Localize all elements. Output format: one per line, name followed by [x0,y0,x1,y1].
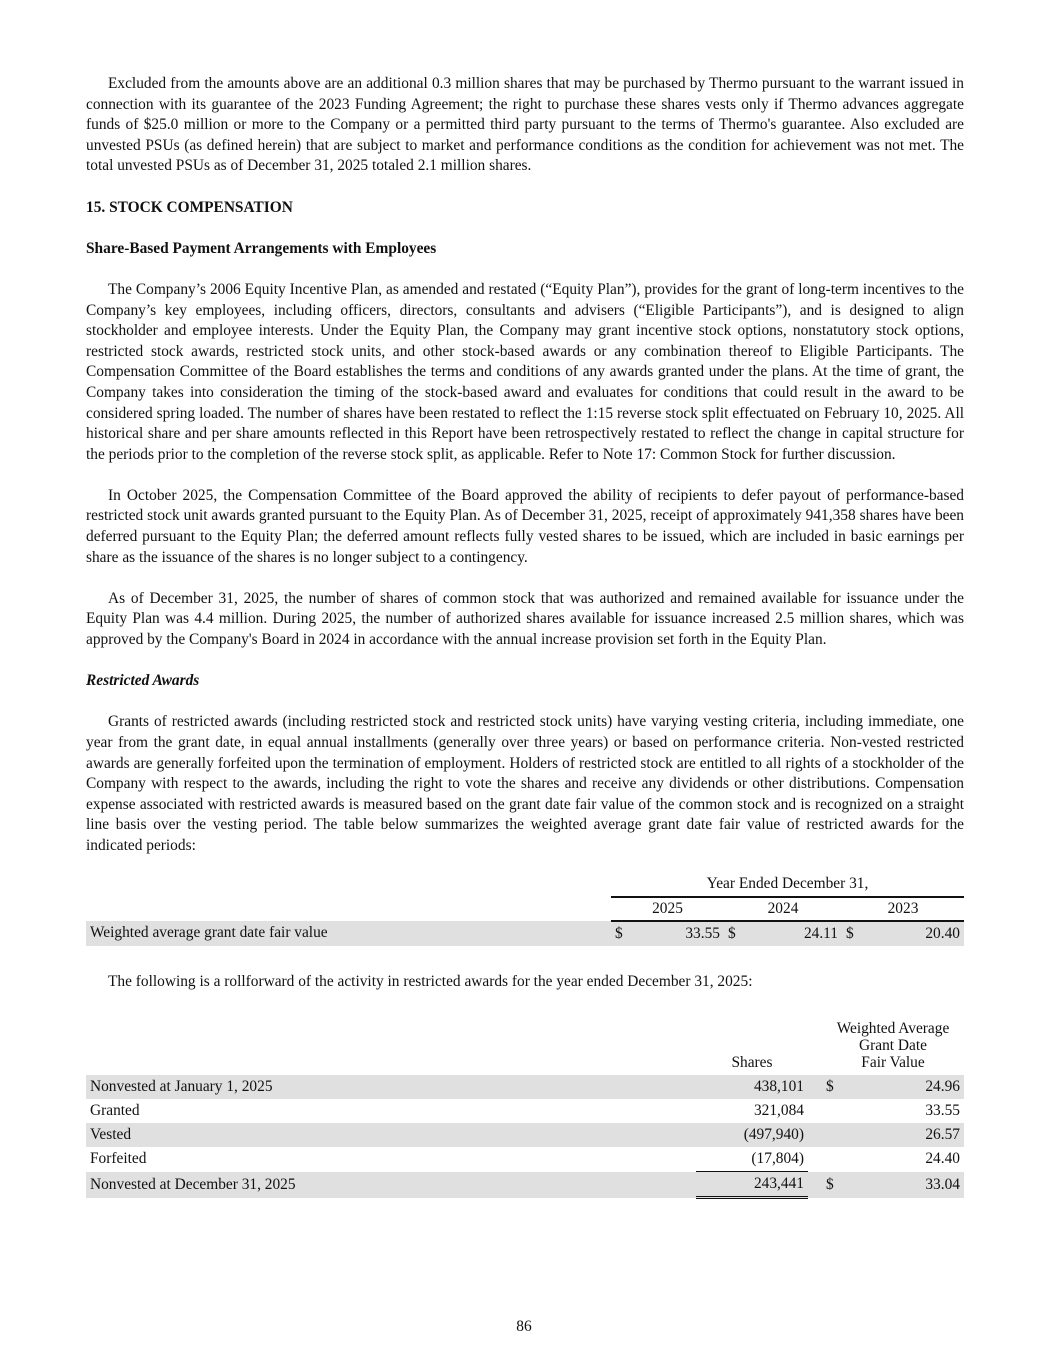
fair-value-header [822,1020,964,1075]
page-number: 86 [516,1318,532,1335]
shares-value: (17,804) [696,1147,808,1172]
rollforward-table [86,1020,964,1199]
shares-value: 243,441 [696,1172,808,1198]
table-row [86,1172,964,1198]
currency-symbol: $ [822,1075,842,1099]
row-label: Granted [90,1102,140,1120]
paragraph-equity-plan: The Company’s 2006 Equity Incentive Plan, as amended and restated (“Equity Plan”), provides for the grant of long-term incentives to the Company’s key employees, including officers, directors, consultants and advisers (“Eligible Participants”), and is designed to align stockholder and employee interests. Under the Equity Plan, the Company may grant incentive stock options, nonstatutory stock options, restricted stock awards, restricted stock units, and other stock-based awards or any combination thereof to Eligible Participants. The Compensation Committee of the Board establishes the terms and conditions of any awards granted under the plans. At the time of grant, the Company takes into consideration the timing of the stock-based award and evaluates for conditions that could result in the award to be considered spring loaded. The number of shares have been restated to reflect the 1:15 reverse stock split effectuated on February 10, 2025. All historical share and per share amounts reflected in this Report have been retrospectively restated to reflect the change in capital structure for the periods prior to the completion of the reverse stock split, as applicable. Refer to Note 17: Common Stock for further discussion. [86,280,964,463]
table-row [86,1147,964,1172]
fair-value: 33.04 [842,1172,964,1198]
fair-value-table [86,873,964,946]
year-header-2025: 2025 [611,897,724,921]
paragraph-deferral: In October 2025, the Compensation Committee of the Board approved the ability of recipients to defer payout of performance-based restricted stock unit awards granted pursuant to the Equity Plan. As of December 31, 2025, receipt of approximately 941,358 shares have been deferred pursuant to the Equity Plan; the deferred amount reflects fully vested shares to be issued, which are included in basic earnings per share as the issuance of the shares is no longer subject to a contingency. [86,486,964,566]
paragraph-excluded-shares: Excluded from the amounts above are an additional 0.3 million shares that may be purchased by Thermo pursuant to the warrant issued in connection with its guarantee of the 2023 Funding Agreement; the right to purchase these shares vests only if Thermo advances aggregate funds of $25.0 million or more to the Company or a permitted third party pursuant to the terms of Thermo's guarantee. Also excluded are unvested PSUs (as defined herein) that are subject to market and performance conditions as the condition for achievement was not met. The total unvested PSUs as of December 31, 2025 totaled 2.1 million shares. [86,75,964,175]
year-header-2024: 2024 [724,897,842,921]
fair-value-header-line3: Fair Value [861,1054,925,1072]
shares-value: (497,940) [696,1123,808,1147]
paragraph-rollforward-intro: The following is a rollforward of the activity in restricted awards for the year ended December 31, 2025: [108,972,753,990]
fair-value: 26.57 [842,1123,964,1147]
fair-value: 33.55 [925,1102,960,1120]
table-row [86,1099,964,1123]
value-2023: 20.40 [862,921,964,946]
table-row [86,1075,964,1099]
row-label: Weighted average grant date fair value [86,921,611,946]
currency-symbol: $ [724,921,744,946]
document-page [86,74,964,1199]
fair-value-header-line1: Weighted Average [836,1020,950,1038]
currency-symbol: $ [611,921,631,946]
paragraph-restricted-awards: Grants of restricted awards (including restricted stock and restricted stock units) have varying vesting criteria, including immediate, one year from the grant date, in equal annual installments (generally over three years) or based on performance criteria. Non-vested restricted awards are generally forfeited upon the termination of employment. Holders of restricted stock are entitled to all rights of a stockholder of the Company with respect to the awards, including the right to vote the shares and receive any dividends or other distributions. Compensation expense associated with restricted awards is measured based on the grant date fair value of the common stock and is recognized on a straight line basis over the vesting period. The table below summarizes the weighted average grant date fair value of restricted awards for the indicated periods: [86,713,964,854]
table-row [86,1123,964,1147]
fair-value: 24.40 [925,1150,960,1168]
section-heading: 15. STOCK COMPENSATION [86,198,293,216]
value-2024: 24.11 [744,921,842,946]
table-row [86,921,964,946]
row-label: Nonvested at December 31, 2025 [86,1172,696,1198]
year-header-2023: 2023 [842,897,964,921]
currency-symbol: $ [842,921,862,946]
fair-value: 24.96 [842,1075,964,1099]
restricted-awards-heading: Restricted Awards [86,672,200,690]
paragraph-authorized-shares: As of December 31, 2025, the number of shares of common stock that was authorized and remained available for issuance under the Equity Plan was 4.4 million. During 2025, the number of authorized shares available for issuance increased 2.5 million shares, which was approved by the Company's Board in 2024 in accordance with the annual increase provision set forth in the Equity Plan. [86,589,964,649]
fair-value-header-line2: Grant Date [859,1037,927,1055]
row-label: Nonvested at January 1, 2025 [86,1075,696,1099]
row-label: Forfeited [90,1150,147,1168]
currency-symbol: $ [822,1172,842,1198]
row-label: Vested [86,1123,696,1147]
shares-value: 438,101 [696,1075,808,1099]
subheading-share-based: Share-Based Payment Arrangements with Employees [86,239,437,257]
shares-value: 321,084 [753,1102,804,1120]
year-ended-header: Year Ended December 31, [611,873,964,897]
value-2025: 33.55 [631,921,724,946]
shares-header: Shares [731,1054,773,1072]
